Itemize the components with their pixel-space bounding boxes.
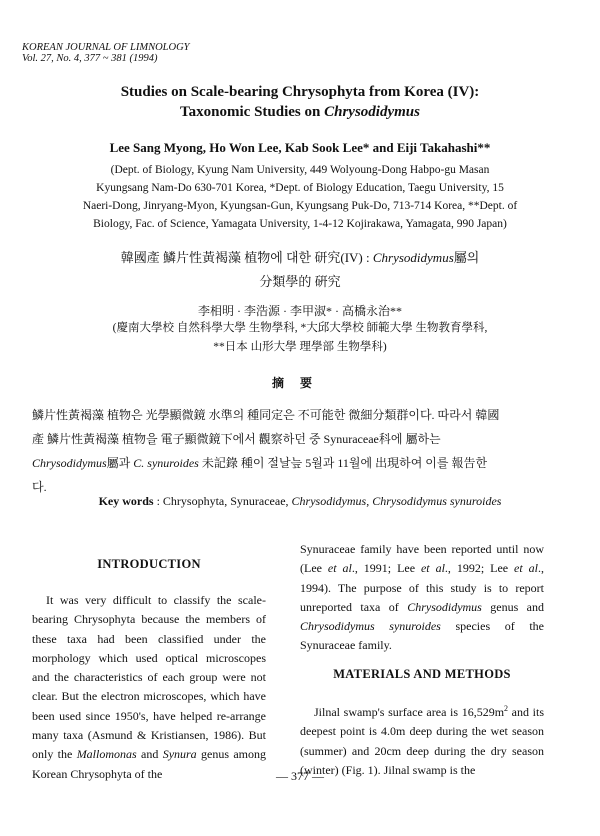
- abstract-genus: Chrysodidymus: [32, 456, 107, 470]
- abstract-line: 다.: [32, 480, 47, 494]
- genus-synura: Synura: [162, 747, 197, 762]
- body-text: species of the Synuraceae family.: [300, 619, 545, 653]
- introduction-paragraph: [32, 591, 266, 784]
- methods-paragraph: [300, 699, 544, 780]
- korean-title: [0, 246, 600, 294]
- body-text: ., 1994). The purpose of this study is to report unreported taxa of: [300, 561, 544, 614]
- abstract-line: [32, 451, 568, 475]
- keywords: [0, 494, 600, 509]
- title-genus: Chrysodidymus: [324, 104, 420, 120]
- korean-affiliation-line: (慶南大學校 自然科學大學 生物學科, *大邱大學校 師範大學 生物教育學科,: [112, 322, 488, 334]
- affiliation-line: Kyungsang Nam-Do 630-701 Korea, *Dept. of Biology Education, Taegu University, 15: [96, 182, 504, 194]
- korean-title-text: 韓國產 鱗片性黃褐藻 植物에 대한 研究(IV) :: [120, 250, 373, 265]
- affiliation-line: (Dept. of Biology, Kyung Nam University, 449 Wolyoung-Dong Habpo-gu Masan: [110, 164, 490, 176]
- title-line-1: Studies on Scale-bearing Chrysophyta from Korea (IV):: [120, 84, 480, 100]
- introduction-heading: INTRODUCTION: [97, 557, 201, 571]
- body-text: ., 1992; Lee: [444, 561, 515, 576]
- abstract-text: 屬과: [106, 456, 134, 470]
- genus-chrysodidymus: Chrysodidymus: [407, 599, 482, 614]
- introduction-text: genus among Korean Chrysophyta of the: [32, 747, 267, 781]
- methods-text: Jilnal swamp's surface area is 16,529m: [314, 705, 505, 719]
- methods-text: and its deepest point is 4.0m deep during the wet season (summer) and 20cm deep during the dry season (winter) (Fig. 1). Jilnal swamp is the: [300, 705, 544, 777]
- korean-affiliation-line: **日本 山形大學 理學部 生物學科): [213, 341, 387, 353]
- keyword-species: Chrysodidymus synuroides: [372, 494, 502, 508]
- korean-title-line-2: 分類學的 硏究: [259, 274, 341, 289]
- right-column-paragraph: [300, 540, 544, 656]
- korean-title-genus: Chrysodidymus: [372, 250, 454, 265]
- body-text: Synuraceae family have been reported until now (Lee: [300, 542, 544, 576]
- title-line-2-text: Taxonomic Studies on: [180, 104, 325, 120]
- body-text: ., 1991; Lee: [351, 561, 421, 576]
- korean-authors: 李相明 · 李浩源 · 李甲淑* · 高橋永治**: [198, 304, 402, 318]
- introduction-text: and: [136, 747, 163, 762]
- keywords-separator: :: [153, 494, 163, 508]
- authors: Lee Sang Myong, Ho Won Lee, Kab Sook Lee* and Eiji Takahashi**: [109, 140, 491, 155]
- keyword-genus: Chrysodidymus: [291, 494, 367, 508]
- affiliation-line: Biology, Fac. of Science, Yamagata University, 1-4-12 Kojirakawa, Yamagata, 990 Japan): [93, 218, 507, 230]
- et-al: et al: [327, 561, 352, 576]
- page-number: — 377 —: [276, 769, 324, 783]
- affiliation: [40, 161, 560, 233]
- journal-header: [22, 42, 190, 64]
- keywords-comma: ,: [366, 494, 373, 508]
- journal-volume: Vol. 27, No. 4, 377 ~ 381 (1994): [22, 53, 158, 64]
- paper-title: [0, 82, 600, 122]
- abstract-line: 產 鱗片性黃褐藻 植物을 電子顯微鏡下에서 觀察하던 중 Synuraceae科에 屬하는: [32, 432, 441, 446]
- species-chrysodidymus-synuroides: Chrysodidymus synuroides: [300, 619, 441, 634]
- abstract-text: 未記錄 種이 절날늪 5월과 11월에 出現하여 이를 報告한: [198, 456, 488, 470]
- abstract-heading: 摘要: [271, 376, 328, 390]
- superscript: 2: [504, 704, 509, 713]
- korean-title-line-1: [0, 246, 600, 270]
- abstract: [32, 403, 568, 499]
- keywords-text: Chrysophyta, Synuraceae,: [162, 494, 292, 508]
- genus-mallomonas: Mallomonas: [76, 747, 137, 762]
- body-text: genus and: [481, 599, 544, 614]
- abstract-species: C. synuroides: [133, 456, 199, 470]
- introduction-text: It was very difficult to classify the scale-bearing Chrysophyta because the members of these taxa had been classified under the morphology which used optical microscopes and the characteristics of each group were not clear. But the electron microscopes, which have been used since 1950's, have helped re-arrange many taxa (Asmund & Kristiansen, 1986). But only the: [32, 593, 266, 762]
- korean-affiliation: [0, 319, 600, 357]
- journal-name: KOREAN JOURNAL OF LIMNOLOGY: [22, 42, 190, 53]
- keywords-label: Key words: [98, 494, 154, 508]
- et-al: et al: [420, 561, 445, 576]
- methods-heading: MATERIALS AND METHODS: [333, 667, 511, 681]
- korean-title-suffix: 屬의: [453, 250, 480, 265]
- affiliation-line: Naeri-Dong, Jinryang-Myon, Kyungsan-Gun, Kyungsang Puk-Do, 713-714 Korea, **Dept. of: [82, 200, 518, 212]
- title-line-2: [0, 102, 600, 122]
- et-al: et al: [514, 561, 538, 576]
- abstract-line: 鱗片性黃褐藻 植物은 光學顯微鏡 水準의 種同定은 不可能한 微細分類群이다. 따라서 韓國: [32, 408, 500, 422]
